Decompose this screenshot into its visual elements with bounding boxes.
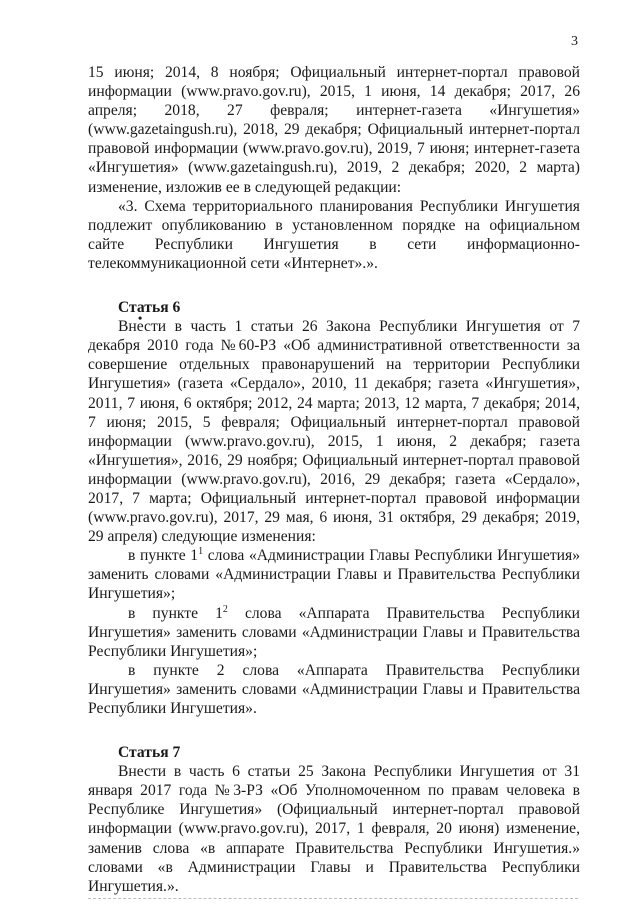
quoted-amendment: «3. Схема территориального планирования Республики Ингушетия подлежит опубликованию в установленном порядке на официальном сайте Республики Ингушетия в сети информационно-телекоммуникационной сети «Интернет».». bbox=[88, 197, 580, 272]
item-2-text: слова «Аппарата Правительства Республики Ингушетия» заменить словами «Администрации Главы и Правительства Республики Ингушетия»; bbox=[88, 604, 580, 660]
page-number: 3 bbox=[571, 34, 578, 49]
article-7-title: Статья 7 bbox=[118, 744, 181, 762]
article-6-item-2 bbox=[88, 604, 580, 661]
item-1-superscript: 1 bbox=[198, 546, 204, 558]
article-6-item-3: в пункте 2 слова «Аппарата Правительства Республики Ингушетия» заменить словами «Администрации Главы и Правительства Республики Ингушетия». bbox=[88, 661, 580, 717]
document-body bbox=[88, 63, 580, 896]
intro-paragraph: 15 июня; 2014, 8 ноября; Официальный интернет-портал правовой информации (www.pravo.gov.ru), 2015, 1 июня, 14 декабря; 2017, 26 апреля; 2018, 27 февраля; интернет-газета «Ингушетия» (www.gazetaingush.ru), 2018, 29 декабря; Официальный интернет-портал правовой информации (www.pravo.gov.ru), 2019, 7 июня; интернет-газета «Ингушетия» (www.gazetaingush.ru), 2019, 2 декабря; 2020, 2 марта) изменение, изложив ее в следующей редакции: bbox=[88, 64, 580, 196]
item-1-prefix: в пункте 1 bbox=[128, 547, 199, 565]
bottom-scan-edge bbox=[88, 898, 578, 899]
article-6-title: Статья 6 bbox=[118, 299, 181, 317]
item-1-text: слова «Администрации Главы Республики Ингушетия» заменить словами «Администрации Главы и Правительства Республики Ингушетия»; bbox=[88, 547, 580, 603]
article-6-item-1 bbox=[88, 546, 580, 603]
article-7-body: Внести в часть 6 статьи 25 Закона Республики Ингушетия от 31 января 2017 года №3-РЗ «Об Уполномоченном по правам человека в Республике Ингушетия» (Официальный интернет-портал правовой информации (www.pravo.gov.ru), 2017, 1 февраля, 20 июня) изменение, заменив слова «в аппарате Правительства Республики Ингушетия.» словами «в Администрации Главы и Правительства Республики Ингушетия.». bbox=[88, 763, 580, 895]
article-6-body: Внести в часть 1 статьи 26 Закона Республики Ингушетия от 7 декабря 2010 года №60-РЗ «Об административной ответственности за совершение отдельных правонарушений на территории Республики Ингушетия» (газета «Сердало», 2010, 11 декабря; газета «Ингушетия», 2011, 7 июня, 6 октября; 2012, 24 марта; 2013, 12 марта, 7 декабря; 2014, 7 июня; 2015, 5 февраля; Официальный интернет-портал правовой информации (www.pravo.gov.ru), 2015, 1 июня, 2 декабря; газета «Ингушетия», 2016, 29 ноября; Официальный интернет-портал правовой информации (www.pravo.gov.ru), 2016, 29 декабря; газета «Сердало», 2017, 7 марта; Официальный интернет-портал правовой информации (www.pravo.gov.ru), 2017, 29 мая, 6 июня, 31 октября, 29 декабря; 2019, 29 апреля) следующие изменения: bbox=[88, 318, 580, 546]
item-2-prefix: в пункте 1 bbox=[128, 604, 223, 622]
item-2-superscript: 2 bbox=[222, 603, 228, 615]
article-6-heading bbox=[88, 298, 580, 317]
